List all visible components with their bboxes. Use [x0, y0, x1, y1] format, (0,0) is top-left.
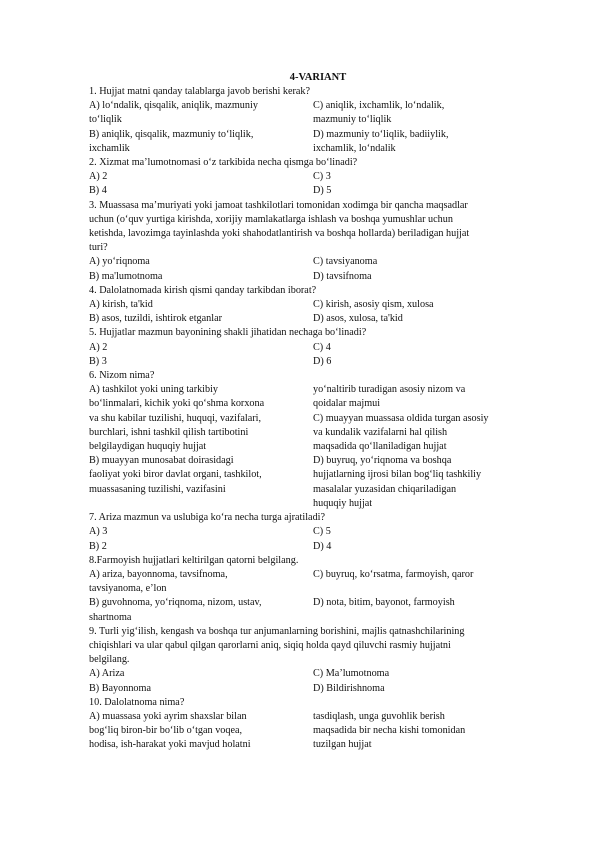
option-line: maqsadida qo‘llaniladigan hujjat	[313, 441, 447, 453]
question-4	[89, 284, 529, 327]
option-line: C) Ma’lumotnoma	[313, 668, 390, 680]
option-line: maqsadida bir necha kishi tomonidan	[313, 725, 466, 737]
option-line: burchlari, ishni tashkil qilish tartibotini	[89, 426, 249, 438]
option-line: C) kirish, asosiy qism, xulosa	[313, 299, 434, 311]
option-line: D) asos, xulosa, ta'kid	[313, 313, 403, 325]
options-column-left	[89, 568, 313, 625]
option-line: B) 2	[89, 540, 107, 552]
option-line: A) lo‘ndalik, qisqalik, aniqlik, mazmuniy	[89, 100, 258, 112]
option-line: D) tavsifnoma	[313, 270, 372, 282]
option-line: va kundalik vazifalarni hal qilish	[313, 426, 448, 438]
page-title: 4-VARIANT	[289, 72, 347, 83]
option-line: tasdiqlash, unga guvohlik berish	[313, 710, 445, 722]
answer-options	[89, 568, 529, 625]
options-column-right	[313, 568, 529, 625]
options-column-left	[89, 525, 313, 553]
option-line	[313, 582, 529, 596]
option-line: A) 2	[89, 341, 108, 353]
option-line: B) 3	[89, 355, 107, 367]
answer-options	[89, 99, 529, 156]
option-line: hujjatlarning ijrosi bilan bog‘liq tashkiliy	[313, 469, 482, 481]
option-line: D) buyruq, yo‘riqnoma va boshqa	[313, 455, 452, 467]
option-line: D) Bildirishnoma	[313, 682, 385, 694]
option-line: B) ma'lumotnoma	[89, 270, 163, 282]
question-9	[89, 625, 529, 696]
option-line: A) ariza, bayonnoma, tavsifnoma,	[89, 568, 228, 580]
options-column-right	[313, 710, 529, 753]
option-line: D) 6	[313, 355, 332, 367]
option-line: D) nota, bitim, bayonot, farmoyish	[313, 597, 455, 609]
option-line: muassasaning tuzilishi, vazifasini	[89, 483, 226, 495]
options-column-right	[313, 667, 529, 695]
question-text-line: belgilang.	[89, 654, 130, 666]
options-column-left	[89, 255, 313, 283]
options-column-left	[89, 383, 313, 511]
question-text: 4. Dalolatnomada kirish qismi qanday tarkibdan iborat?	[89, 284, 317, 296]
question-text-line: chiqishlari va ular qabul qilgan qarorlarni aniq, siqiq holda qayd qiluvchi rasmiy hujjatni	[89, 639, 451, 651]
option-line: D) 5	[313, 185, 332, 197]
option-line: D) 4	[313, 540, 332, 552]
option-line: A) 3	[89, 526, 108, 538]
option-line: tuzilgan hujjat	[313, 739, 372, 751]
option-line: B) asos, tuzildi, ishtirok etganlar	[89, 313, 222, 325]
option-line: va shu kabilar tuzilishi, huquqi, vazifalari,	[89, 412, 262, 424]
option-line: A) muassasa yoki ayrim shaxslar bilan	[89, 710, 247, 722]
question-text: 10. Dalolatnoma nima?	[89, 696, 185, 708]
option-line: tavsiyanoma, e’lon	[89, 583, 167, 595]
option-line: shartnoma	[89, 611, 132, 623]
question-text: 6. Nizom nima?	[89, 370, 155, 382]
options-column-right	[313, 298, 529, 326]
option-line: qoidalar majmui	[313, 398, 381, 410]
question-8	[89, 554, 529, 625]
option-line: to‘liqlik	[89, 114, 122, 126]
option-line: bo‘linmalari, kichik yoki qo‘shma korxona	[89, 398, 265, 410]
question-list	[89, 85, 529, 753]
option-line: B) 4	[89, 185, 107, 197]
option-line: C) 5	[313, 526, 331, 538]
question-3	[89, 199, 529, 284]
option-line: C) muayyan muassasa oldida turgan asosiy	[313, 412, 489, 424]
option-line: yo‘naltirib turadigan asosiy nizom va	[313, 384, 466, 396]
question-5	[89, 326, 529, 369]
option-line: B) Bayonnoma	[89, 682, 151, 694]
question-text-line: uchun (o‘quv yurtiga kirishda, xorijiy mamlakatlarga ishlash va boshqa yumushlar uchun	[89, 213, 453, 225]
options-column-left	[89, 298, 313, 326]
option-line	[313, 611, 529, 625]
question-text: 7. Ariza mazmun va uslubiga ko‘ra necha turga ajratiladi?	[89, 512, 326, 524]
question-text: 1. Hujjat matni qanday talablarga javob berishi kerak?	[89, 86, 311, 97]
options-column-right	[313, 383, 529, 511]
options-column-right	[313, 341, 529, 369]
question-text: 2. Xizmat ma’lumotnomasi o‘z tarkibida necha qismga bo‘linadi?	[89, 157, 358, 169]
option-line: A) tashkilot yoki uning tarkibiy	[89, 384, 219, 396]
option-line: A) kirish, ta'kid	[89, 299, 153, 311]
option-line: D) mazmuniy to‘liqlik, badiiylik,	[313, 128, 449, 140]
answer-options	[89, 525, 529, 553]
answer-options	[89, 255, 529, 283]
option-line: ixchamlik, lo‘ndalik	[313, 142, 396, 154]
option-line: huquqiy hujjat	[313, 497, 373, 509]
option-line: ixchamlik	[89, 142, 130, 154]
question-text-line: ketishda, lavozimga tayinlashda yoki shahodatlantirish va boshqa hollarda) beriladigan hujjat	[89, 228, 470, 240]
options-column-left	[89, 710, 313, 753]
option-line: belgilaydigan huquqiy hujjat	[89, 441, 207, 453]
option-line: A) 2	[89, 171, 108, 183]
option-line: A) yo‘riqnoma	[89, 256, 150, 268]
option-line: B) guvohnoma, yo‘riqnoma, nizom, ustav,	[89, 597, 262, 609]
answer-options	[89, 298, 529, 326]
options-column-left	[89, 667, 313, 695]
question-text-line: 3. Muassasa ma’muriyati yoki jamoat tashkilotlari tomonidan xodimga bir qancha maqsadlar	[89, 199, 468, 211]
option-line: B) aniqlik, qisqalik, mazmuniy to‘liqlik,	[89, 128, 254, 140]
option-line: hodisa, ish-harakat yoki mavjud holatni	[89, 739, 251, 751]
option-line: B) muayyan munosabat doirasidagi	[89, 455, 234, 467]
answer-options	[89, 341, 529, 369]
option-line: C) buyruq, ko‘rsatma, farmoyish, qaror	[313, 568, 474, 580]
document-page	[89, 71, 529, 753]
options-column-right	[313, 525, 529, 553]
option-line: bog‘liq biron-bir bo‘lib o‘tgan voqea,	[89, 725, 243, 737]
question-text-line: 9. Turli yig‘ilish, kengash va boshqa tur anjumanlarning borishini, majlis qatnashchilarining	[89, 625, 465, 637]
options-column-right	[313, 170, 529, 198]
question-1	[89, 85, 529, 156]
options-column-right	[313, 255, 529, 283]
question-text: 5. Hujjatlar mazmun bayonining shakli jihatidan nechaga bo‘linadi?	[89, 327, 367, 339]
answer-options	[89, 170, 529, 198]
options-column-left	[89, 170, 313, 198]
option-line: C) 3	[313, 171, 331, 183]
option-line: A) Ariza	[89, 668, 125, 680]
option-line: mazmuniy to‘liqlik	[313, 114, 392, 126]
option-line: faoliyat yoki biror davlat organi, tashkilot,	[89, 469, 262, 481]
option-line: C) 4	[313, 341, 331, 353]
options-column-left	[89, 99, 313, 156]
question-6	[89, 369, 529, 511]
options-column-right	[313, 99, 529, 156]
question-text-line: turi?	[89, 242, 108, 254]
question-2	[89, 156, 529, 199]
option-line: masalalar yuzasidan chiqariladigan	[313, 483, 457, 495]
question-text: 8.Farmoyish hujjatlari keltirilgan qatorni belgilang.	[89, 554, 299, 566]
question-7	[89, 511, 529, 554]
answer-options	[89, 667, 529, 695]
answer-options	[89, 710, 529, 753]
options-column-left	[89, 341, 313, 369]
question-10	[89, 696, 529, 753]
answer-options	[89, 383, 529, 511]
option-line: C) tavsiyanoma	[313, 256, 378, 268]
option-line: C) aniqlik, ixchamlik, lo‘ndalik,	[313, 100, 445, 112]
